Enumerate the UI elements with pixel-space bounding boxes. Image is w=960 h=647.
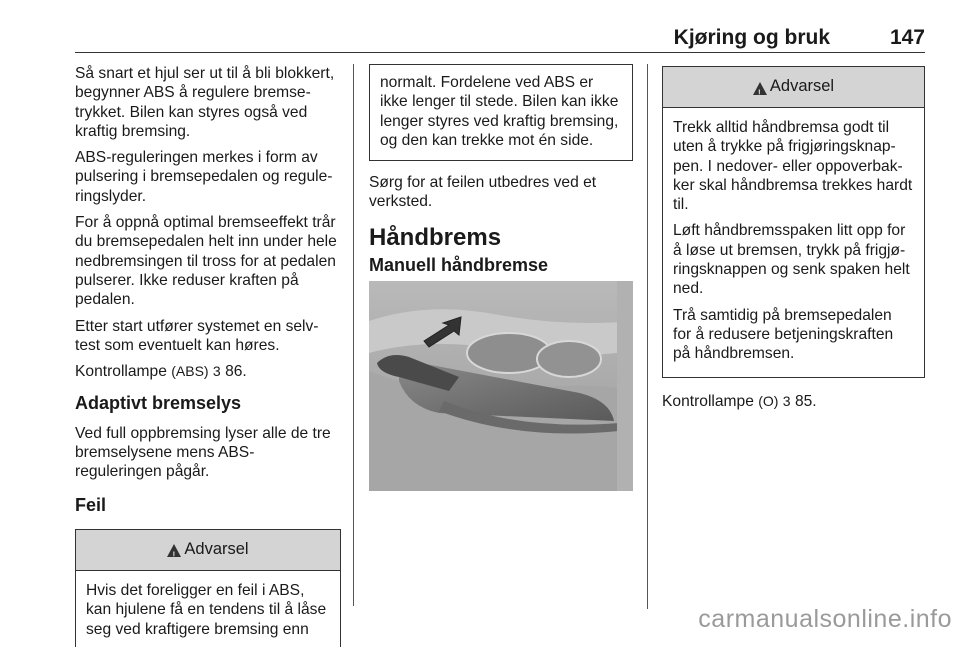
fault-heading: Feil [75, 494, 107, 515]
column-separator-2 [647, 64, 648, 609]
abs-lamp-reference [75, 362, 341, 381]
handbrake-warning-paragraph-2: Løft håndbremsspaken litt opp for å løse ut bremsen, trykk på frigjø-ringsknappen og senk spaken helt ned. [673, 222, 910, 298]
fault-warning-box [75, 529, 341, 647]
abs-paragraph-1: Så snart et hjul ser ut til å bli blokkert, begynner ABS å regulere bremse-trykket. Bilen kan styres også ved kraftig bremsing. [75, 65, 335, 140]
page-header [75, 22, 925, 53]
column-1 [75, 64, 341, 647]
warning-triangle-icon [167, 544, 181, 557]
handbrake-lever-image [369, 281, 633, 491]
handbrake-warning-paragraph-3: Trå samtidig på bremsepedalen for å redusere betjeningskraften på håndbremsen. [673, 306, 894, 363]
workshop-paragraph: Sørg for at feilen utbedres ved et verksted. [369, 174, 597, 211]
fault-warning-label: Advarsel [184, 540, 249, 559]
abs-paragraph-2: ABS-reguleringen merkes i form av pulsering i bremsepedalen og regule-ringslyder. [75, 149, 333, 205]
fault-warning-body: Hvis det foreligger en feil i ABS, kan hjulene få en tendens til å låse seg ved kraftigere bremsing enn [86, 581, 327, 638]
handbrake-illustration [369, 281, 633, 491]
handbrake-warning-box [662, 66, 925, 378]
watermark: carmanualsonline.info [698, 605, 952, 633]
abs-paragraph-4: Etter start utfører systemet en selv-test som eventuelt kan høres. [75, 317, 319, 354]
page-reference-arrow-icon: 3 [212, 363, 221, 380]
page-number: 147 [889, 26, 925, 49]
brake-lamp-text: Kontrollampe [662, 392, 754, 410]
abs-lamp-page: 86. [225, 363, 247, 381]
warning-triangle-icon [753, 82, 767, 95]
page-reference-arrow-icon: 3 [782, 392, 791, 409]
fault-warning-continued: normalt. Fordelene ved ABS er ikke lenger til stede. Bilen kan ikke lenger styres ved kraftig bremsing, og den kan trekke mot én side. [369, 64, 633, 161]
column-2 [369, 64, 633, 491]
adaptive-brake-light-paragraph: Ved full oppbremsing lyser alle de tre bremselysene mens ABS-reguleringen pågår. [75, 424, 331, 481]
column-separator-1 [353, 64, 354, 606]
brake-lamp-icon: (O) [758, 392, 779, 409]
abs-lamp-text: Kontrollampe [75, 363, 167, 381]
handbrake-warning-body [663, 108, 924, 377]
handbrake-warning-label: Advarsel [769, 77, 835, 96]
abs-lamp-icon: (ABS) [171, 363, 209, 380]
fault-warning-header [76, 530, 340, 571]
adaptive-brake-light-heading: Adaptivt bremselys [75, 393, 242, 414]
handbrake-heading: Håndbrems [369, 223, 502, 251]
brake-lamp-reference [662, 392, 925, 411]
abs-paragraph-3: For å oppnå optimal bremseeffekt trår du bremsepedalen helt inn under hele nedbremsingen til tross for at pedalen pulserer. Ikke reduser kraften på pedalen. [75, 214, 337, 309]
brake-lamp-page: 85. [794, 392, 817, 410]
section-title: Kjøring og bruk [673, 26, 830, 49]
handbrake-warning-paragraph-1: Trekk alltid håndbremsa godt til uten å trykke på frigjøringsknap-pen. I nedover- eller oppoverbak-ker skal håndbremsa trekkes hardt til. [673, 119, 913, 214]
manual-handbrake-heading: Manuell håndbremse [369, 255, 549, 276]
handbrake-warning-header [663, 67, 924, 108]
column-3 [662, 64, 925, 418]
